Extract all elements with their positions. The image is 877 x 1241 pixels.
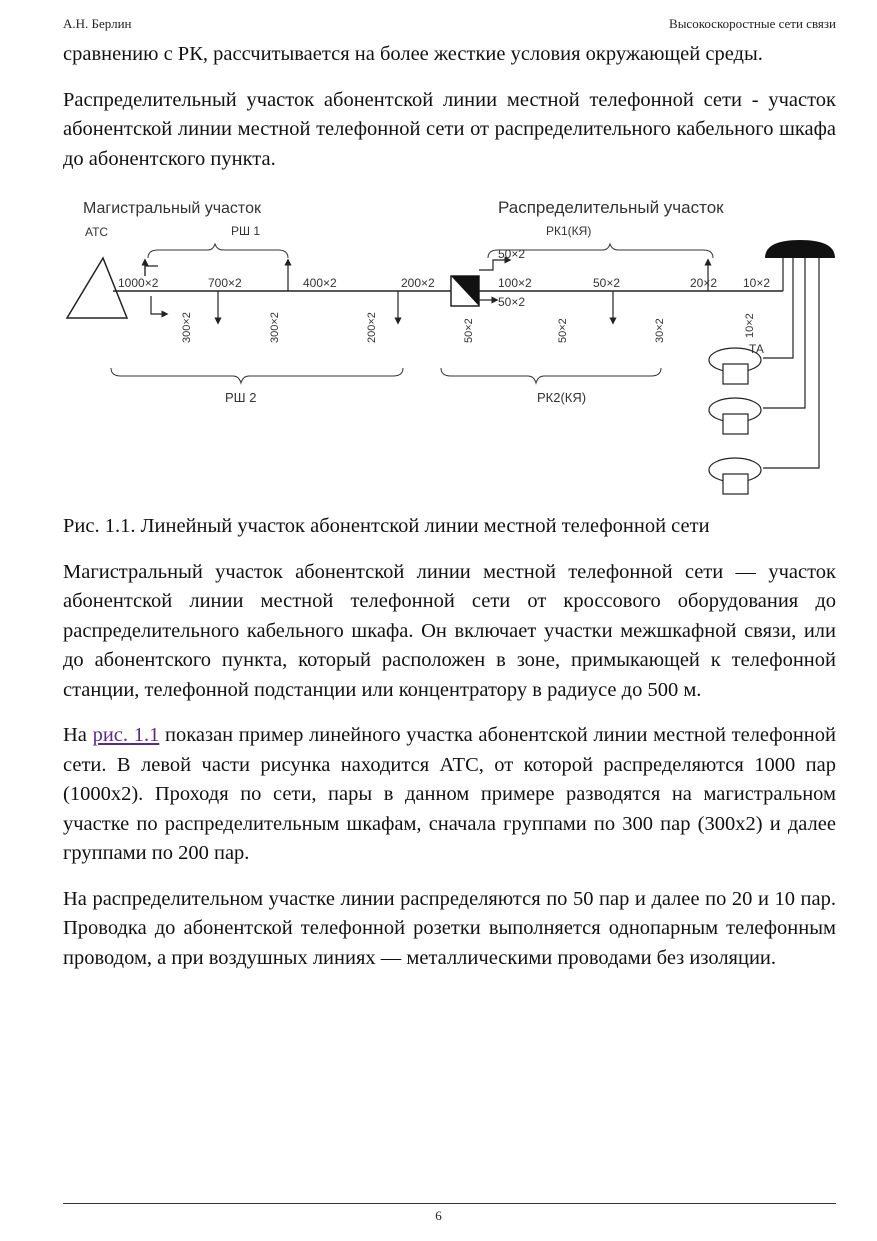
vlabel-200: 200×2 [366, 312, 378, 343]
label-rsh2: РШ 2 [225, 390, 257, 405]
label-ats: АТС [85, 225, 109, 239]
paragraph-continuation: сравнению с РК, рассчитывается на более жесткие условия окружающей среды. [63, 43, 763, 65]
brace-rk2 [441, 368, 661, 383]
line-label-100: 100×2 [498, 276, 532, 290]
header-author: А.Н. Берлин [63, 16, 132, 31]
telephone-2 [709, 398, 761, 434]
line-section-diagram [63, 188, 836, 498]
label-main-section: Магистральный участок [83, 200, 261, 217]
brace-rsh2 [111, 368, 403, 383]
label-rk2: РК2(КЯ) [537, 390, 587, 405]
subscriber-box [765, 240, 835, 258]
line-label-50: 50×2 [593, 276, 621, 290]
line-label-700: 700×2 [208, 276, 242, 290]
paragraph-main-section: Магистральный участок абонентской линии местной телефонной сети — участок абонентской линии местной телефонной сети от кроссового оборудования до распределительного кабельного шкафа. Он включает участки межшкафной связи, или до абонентского пункта, который расположен в зоне, примыкающей к телефонной станции, телефонной подстанции или концентратору в радиусе до 500 м. [63, 560, 836, 701]
vlabel-10: 10×2 [744, 313, 756, 338]
vlabel-30: 30×2 [654, 318, 666, 343]
paragraph-example [63, 721, 836, 869]
line-label-20: 20×2 [690, 276, 718, 290]
arrow-down-ats [151, 296, 165, 314]
line-label-200: 200×2 [401, 276, 435, 290]
label-ta: ТА [749, 342, 764, 356]
vlabel-300-b: 300×2 [269, 312, 281, 343]
line-label-400: 400×2 [303, 276, 337, 290]
branch-label-top: 50×2 [498, 247, 526, 261]
p3-after: показан пример линейного участка абонентской линии местной телефонной сети. В левой части рисунка находится АТС, от которой распределяются 1000 пар (1000х2). Проходя по сети, пары в данном примере разводятся на магистральном участке по распределительным шкафам, сначала группами по 300 пар (300х2) и далее группами по 200 пар. [63, 724, 836, 864]
vlabel-50-b: 50×2 [557, 318, 569, 343]
paragraph-distribution-section: Распределительный участок абонентской линии местной телефонной сети - участок абонентской линии местной телефонной сети от распределительного кабельного шкафа до абонентского пункта. [63, 88, 836, 170]
figure-line-section [63, 188, 836, 498]
branch-label-bottom: 50×2 [498, 295, 526, 309]
footer-rule [63, 1203, 836, 1204]
label-rk1: РК1(КЯ) [546, 224, 592, 238]
line-label-1000: 1000×2 [118, 276, 159, 290]
figure-caption: Рис. 1.1. Линейный участок абонентской линии местной телефонной сети [63, 515, 710, 537]
telephone-3 [709, 458, 761, 494]
paragraph-distribution-lines: На распределительном участке линии распределяются по 50 пар и далее по 20 и 10 пар. Проводка до абонентской телефонной розетки выполняется однопарным телефонным проводом, а при воздушных линиях — металлическими проводами без изоляции. [63, 887, 836, 969]
page-content [63, 40, 836, 973]
line-label-10: 10×2 [743, 276, 771, 290]
label-dist-section: Распределительный участок [498, 198, 724, 217]
figure-link[interactable]: рис. 1.1 [92, 724, 160, 746]
drop-1 [763, 258, 793, 358]
ats-riser [145, 266, 158, 276]
drop-3 [763, 258, 819, 468]
p3-before: На [63, 724, 93, 746]
vlabel-50-a: 50×2 [463, 318, 475, 343]
page-number: 6 [435, 1208, 442, 1223]
brace-rsh1 [148, 244, 288, 258]
header-title: Высокоскоростные сети связи [669, 16, 836, 31]
vlabel-300-a: 300×2 [181, 312, 193, 343]
branch-top-arrow [479, 260, 508, 270]
label-rsh1: РШ 1 [231, 224, 261, 238]
